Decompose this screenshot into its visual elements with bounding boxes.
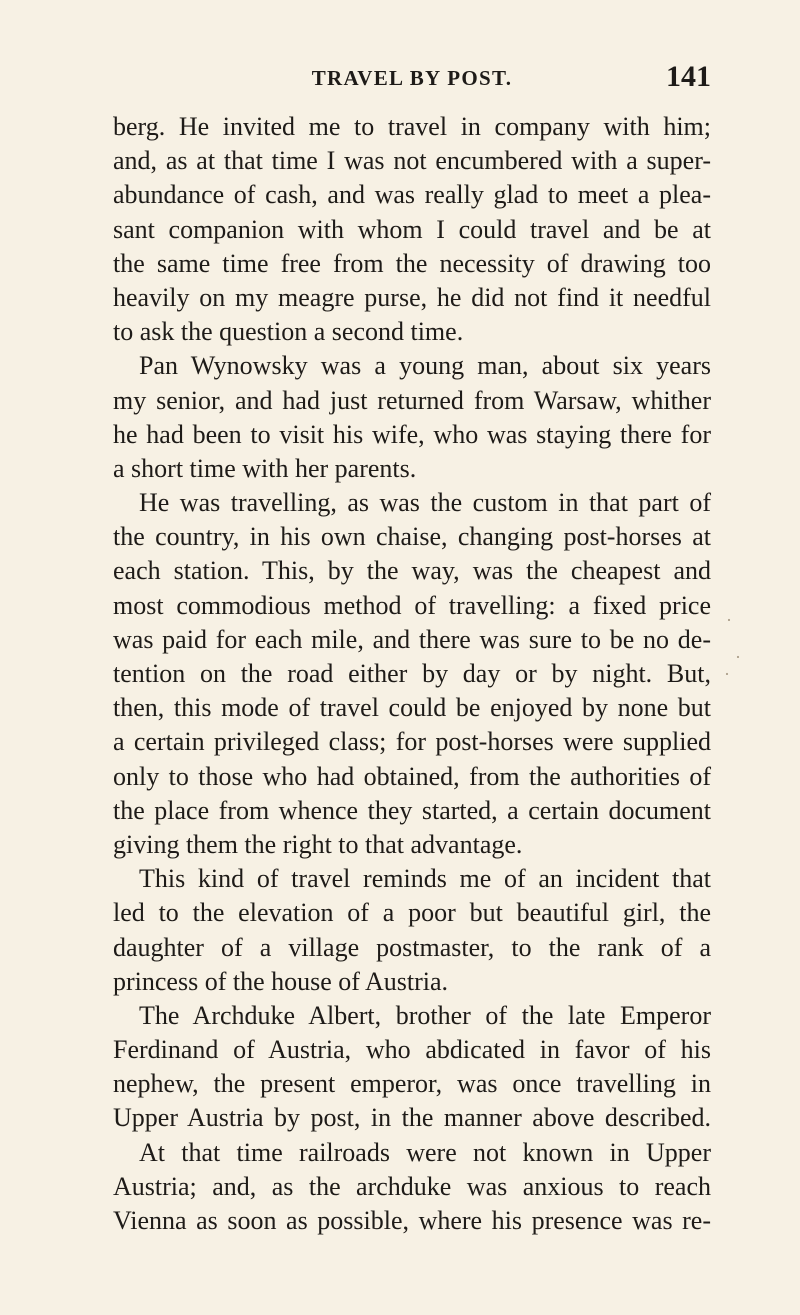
- text-line: was paid for each mile, and there was sure to be no de-: [113, 624, 711, 654]
- text-line: only to those who had obtained, from the authorities of: [113, 761, 711, 791]
- text-line: This kind of travel reminds me of an incident that: [139, 864, 711, 894]
- text-line: the place from whence they started, a certain document: [113, 795, 711, 825]
- text-line: giving them the right to that advantage.: [113, 829, 523, 859]
- text-line: led to the elevation of a poor but beautiful girl, the: [113, 898, 711, 928]
- margin-smudge: ·: [735, 647, 741, 667]
- text-line: He was travelling, as was the custom in that part of: [139, 488, 711, 518]
- text-line: tention on the road either by day or by night. But,: [113, 659, 711, 688]
- text-line: nephew, the present emperor, was once travelling in: [113, 1069, 711, 1099]
- text-line: Upper Austria by post, in the manner above described.: [113, 1103, 711, 1133]
- margin-smudge: ·: [724, 664, 730, 684]
- text-line: berg. He invited me to travel in company with him;: [113, 112, 711, 141]
- text-line: to ask the question a second time.: [113, 317, 464, 347]
- text-line: and, as at that time I was not encumbered with a super-: [113, 146, 711, 176]
- text-line: most commodious method of travelling: a fixed price: [113, 590, 711, 620]
- text-line: the country, in his own chaise, changing post-horses at: [113, 522, 711, 552]
- text-line: Austria; and, as the archduke was anxious to reach: [113, 1171, 711, 1201]
- margin-smudge: ·: [726, 610, 732, 630]
- text-line: sant companion with whom I could travel and be at: [113, 214, 711, 244]
- text-line: each station. This, by the way, was the cheapest and: [113, 556, 711, 586]
- text-line: princess of the house of Austria.: [113, 966, 449, 996]
- text-line: heavily on my meagre purse, he did not find it needful: [113, 282, 711, 312]
- text-line: The Archduke Albert, brother of the late Emperor: [139, 1000, 711, 1030]
- text-line: then, this mode of travel could be enjoyed by none but: [113, 693, 711, 723]
- text-line: a certain privileged class; for post-horses were supplied: [113, 727, 711, 757]
- text-line: Vienna as soon as possible, where his presence was re-: [113, 1206, 711, 1235]
- text-line: Pan Wynowsky was a young man, about six years: [139, 351, 711, 381]
- page-number: 141: [666, 60, 711, 93]
- text-line: the same time free from the necessity of drawing too: [113, 248, 711, 278]
- body-text: [113, 110, 711, 1238]
- text-line: abundance of cash, and was really glad to meet a plea-: [113, 180, 711, 210]
- text-line: Ferdinand of Austria, who abdicated in favor of his: [113, 1035, 711, 1065]
- running-head: [113, 60, 711, 100]
- text-line: a short time with her parents.: [113, 453, 417, 483]
- text-line: he had been to visit his wife, who was staying there for: [113, 419, 711, 449]
- text-line: daughter of a village postmaster, to the rank of a: [113, 932, 711, 962]
- running-title: TRAVEL BY POST.: [311, 66, 513, 90]
- text-line: At that time railroads were not known in Upper: [139, 1137, 711, 1167]
- text-line: my senior, and had just returned from Warsaw, whither: [113, 385, 711, 415]
